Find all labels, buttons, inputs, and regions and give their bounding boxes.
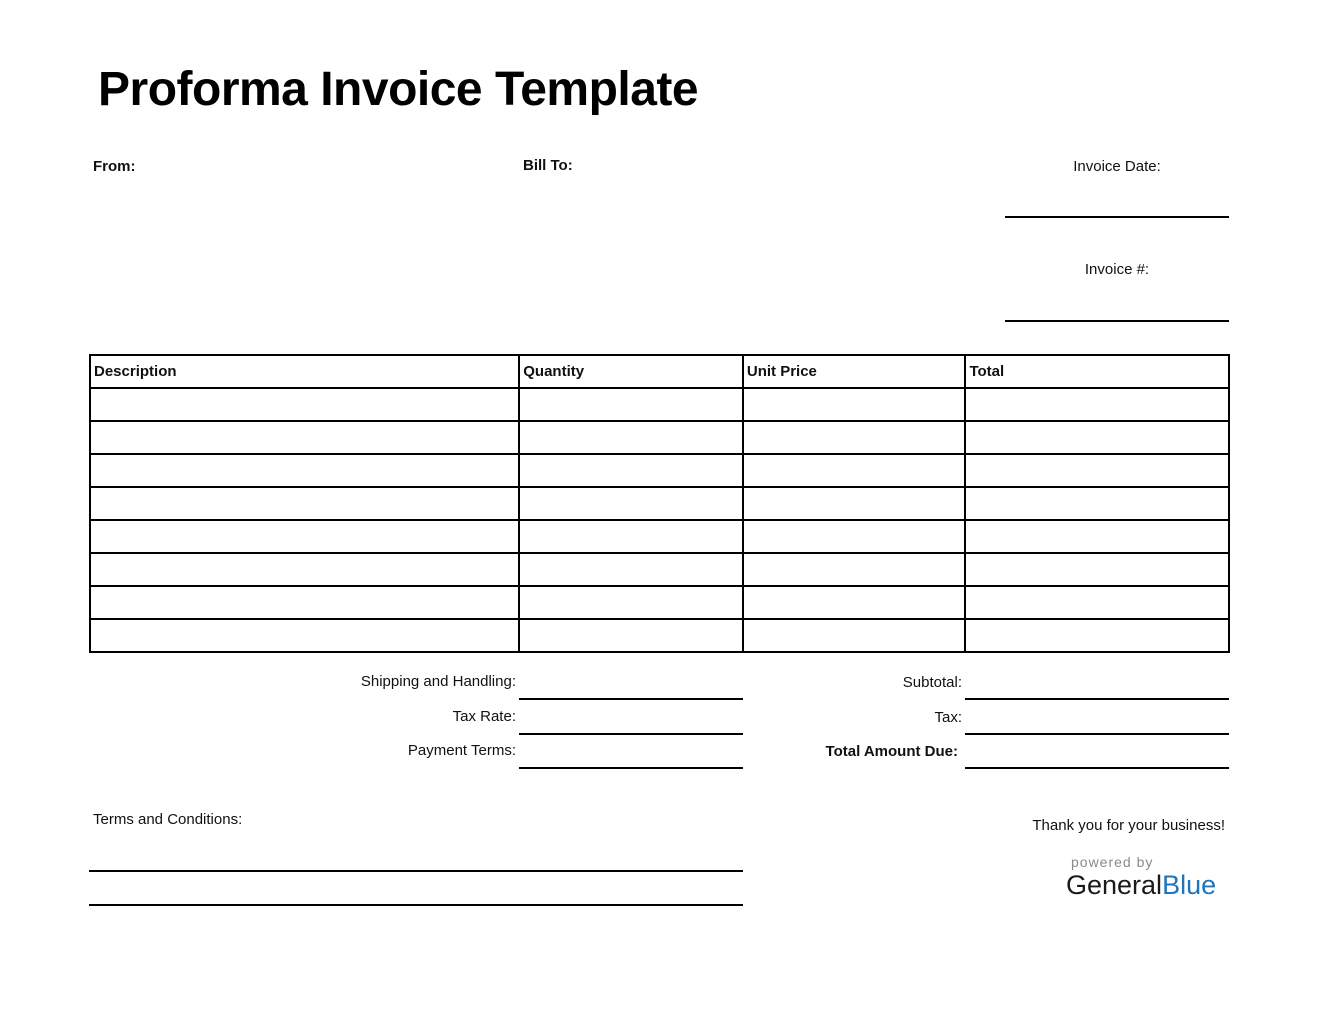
cell-unit-price[interactable] xyxy=(743,388,966,421)
cell-description[interactable] xyxy=(90,553,519,586)
payment-terms-field[interactable] xyxy=(519,767,743,769)
payment-terms-label: Payment Terms: xyxy=(407,742,516,759)
document-title: Proforma Invoice Template xyxy=(98,63,699,116)
invoice-number-label: Invoice #: xyxy=(1084,261,1150,278)
cell-quantity[interactable] xyxy=(519,586,743,619)
cell-total[interactable] xyxy=(965,619,1229,652)
table-row xyxy=(90,454,1229,487)
cell-quantity[interactable] xyxy=(519,553,743,586)
table-header-row xyxy=(90,355,1229,388)
cell-unit-price[interactable] xyxy=(743,586,966,619)
tax-field[interactable] xyxy=(965,733,1229,735)
terms-line-1[interactable] xyxy=(89,870,743,872)
cell-description[interactable] xyxy=(90,619,519,652)
cell-quantity[interactable] xyxy=(519,421,743,454)
terms-label: Terms and Conditions: xyxy=(93,811,243,828)
shipping-label: Shipping and Handling: xyxy=(360,673,516,690)
tax-rate-field[interactable] xyxy=(519,733,743,735)
tax-label: Tax: xyxy=(934,709,962,726)
table-row xyxy=(90,388,1229,421)
total-amount-due-field[interactable] xyxy=(965,767,1229,769)
cell-total[interactable] xyxy=(965,586,1229,619)
cell-total[interactable] xyxy=(965,520,1229,553)
cell-description[interactable] xyxy=(90,388,519,421)
column-header-total: Total xyxy=(965,355,1229,388)
table-row xyxy=(90,520,1229,553)
brand-general: General xyxy=(1066,870,1163,900)
cell-quantity[interactable] xyxy=(519,388,743,421)
cell-description[interactable] xyxy=(90,520,519,553)
cell-total[interactable] xyxy=(965,553,1229,586)
subtotal-field[interactable] xyxy=(965,698,1229,700)
table-row xyxy=(90,553,1229,586)
cell-total[interactable] xyxy=(965,454,1229,487)
shipping-field[interactable] xyxy=(519,698,743,700)
cell-unit-price[interactable] xyxy=(743,520,966,553)
terms-line-2[interactable] xyxy=(89,904,743,906)
cell-quantity[interactable] xyxy=(519,487,743,520)
cell-unit-price[interactable] xyxy=(743,487,966,520)
thank-you-text: Thank you for your business! xyxy=(1032,817,1225,834)
from-label: From: xyxy=(93,158,136,175)
invoice-date-label: Invoice Date: xyxy=(1073,158,1161,175)
invoice-date-field[interactable] xyxy=(1005,216,1229,218)
column-header-quantity: Quantity xyxy=(519,355,743,388)
cell-unit-price[interactable] xyxy=(743,553,966,586)
powered-by-text: powered by xyxy=(1071,854,1154,870)
cell-unit-price[interactable] xyxy=(743,454,966,487)
cell-unit-price[interactable] xyxy=(743,619,966,652)
cell-total[interactable] xyxy=(965,487,1229,520)
cell-quantity[interactable] xyxy=(519,454,743,487)
column-header-unit-price: Unit Price xyxy=(743,355,966,388)
brand-blue: Blue xyxy=(1162,870,1217,900)
table-row xyxy=(90,421,1229,454)
cell-unit-price[interactable] xyxy=(743,421,966,454)
cell-description[interactable] xyxy=(90,586,519,619)
table-row xyxy=(90,619,1229,652)
total-amount-due-label: Total Amount Due: xyxy=(825,743,958,760)
column-header-description: Description xyxy=(90,355,519,388)
table-row xyxy=(90,487,1229,520)
generalblue-logo xyxy=(1066,870,1216,901)
cell-description[interactable] xyxy=(90,454,519,487)
cell-quantity[interactable] xyxy=(519,619,743,652)
cell-total[interactable] xyxy=(965,388,1229,421)
invoice-number-field[interactable] xyxy=(1005,320,1229,322)
cell-quantity[interactable] xyxy=(519,520,743,553)
cell-description[interactable] xyxy=(90,421,519,454)
tax-rate-label: Tax Rate: xyxy=(452,708,516,725)
cell-total[interactable] xyxy=(965,421,1229,454)
subtotal-label: Subtotal: xyxy=(902,674,962,691)
cell-description[interactable] xyxy=(90,487,519,520)
table-row xyxy=(90,586,1229,619)
bill-to-label: Bill To: xyxy=(523,157,573,174)
items-table xyxy=(89,354,1230,653)
